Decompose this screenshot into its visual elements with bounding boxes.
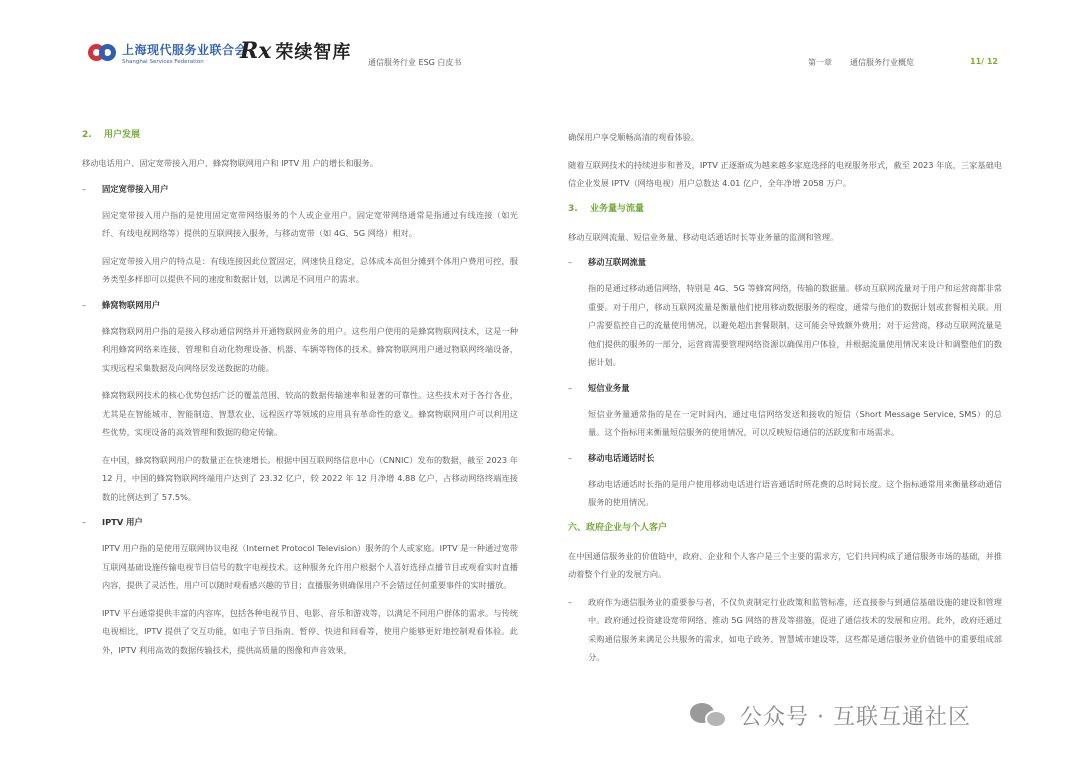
subsection-heading	[82, 182, 518, 196]
document-title: 通信服务行业 ESG 白皮书	[368, 58, 462, 67]
dash-bullet: –	[82, 517, 87, 527]
federation-logo-icon	[88, 40, 118, 66]
subsection-heading	[568, 255, 1002, 269]
rongxu-logo-icon: Rx	[240, 38, 272, 64]
chapter-title: 通信服务行业概览	[850, 58, 914, 67]
rongxu-logo-text: 荣续智库	[275, 42, 352, 63]
section-heading-customers: 六、政府企业与个人客户	[568, 522, 668, 533]
paragraph: 固定宽带接入用户的特点是：有线连接因此位置固定，网速快且稳定，总体成本高但分摊到个体用户费用可控，服务类型多样即可以提供不同的速度和数据计划，以满足不同用户的需求。	[102, 255, 518, 284]
paragraph: 固定宽带接入用户指的是使用固定宽带网络服务的个人或企业用户。固定宽带网络通常是指通过有线连接（如光纤、有线电视网络等）提供的互联网接入服务，与移动宽带（如 4G、5G 网络）相对。	[102, 209, 518, 238]
paragraph: 在中国通信服务业的价值链中，政府、企业和个人客户是三个主要的需求方，它们共同构成了通信服务市场的基础，并推动着整个行业的发展方向。	[568, 550, 1002, 579]
section-number: 3.	[568, 203, 578, 214]
dash-bullet: –	[568, 452, 573, 463]
paragraph: 移动电话通话时长指的是用户使用移动电话进行语音通话时所花费的总时间长度。这个指标通常用来衡量移动通信服务的使用情况。	[588, 478, 1002, 507]
paragraph: 确保用户享受顺畅高清的观看体验。	[568, 132, 700, 142]
dash-bullet: –	[568, 596, 573, 607]
paragraph: IPTV 用户指的是使用互联网协议电视（Internet Protocol Television）服务的个人或家庭。IPTV 是一种通过宽带互联网基础设施传输电视节目信号的数字电视技术。这种服务允许用户根据个人喜好选择点播节目或观看实时直播内容，提供了灵活性，用户可以随时观看感兴趣的节目；直播服务则确保用户不会错过任何重要事件的实时播放。	[102, 543, 518, 590]
section-heading-traffic	[568, 202, 1002, 216]
paragraph: 指的是通过移动通信网络，特别是 4G、5G 等蜂窝网络，传输的数据量。移动互联网流量对于用户和运营商都非常重要。对于用户，移动互联网流量是衡量他们使用移动数据服务的程度，通常与他们的数据计划或套餐相关联。用户需要监控自己的流量使用情况，以避免超出套餐限制，这可能会导致额外费用；对于运营商，移动互联网流量是他们提供的服务的一部分，运营商需要管理网络资源以确保用户体验，并根据流量使用情况来设计和调整他们的数据计划。	[588, 283, 1002, 367]
watermark-text: 公众号 · 互联互通社区	[740, 705, 971, 730]
dash-bullet: –	[82, 183, 87, 194]
page-header	[0, 0, 1080, 80]
left-column	[82, 126, 518, 668]
dash-bullet: –	[568, 257, 573, 267]
subsection-heading	[568, 451, 1002, 465]
subsection-title: 移动电话通话时长	[588, 452, 655, 463]
section-heading-user-development	[82, 128, 518, 142]
subsection-title: IPTV 用户	[102, 517, 143, 527]
paragraph: 短信业务量通常指的是在一定时间内，通过电信网络发送和接收的短信（Short Message Service, SMS）的总量。这个指标用来衡量短信服务的使用情况，可以反映短信通信的活跃度和市场需求。	[588, 408, 1002, 437]
section-intro: 移动互联网流量、短信业务量、移动电话通话时长等业务量的监测和管理。	[568, 231, 839, 242]
wechat-watermark	[690, 700, 971, 731]
federation-name-cn: 上海现代服务业联合会	[122, 43, 248, 57]
subsection-title: 固定宽带接入用户	[102, 183, 169, 194]
subsection-heading	[568, 381, 1002, 395]
wechat-icon	[690, 703, 730, 729]
paragraph: 在中国，蜂窝物联网用户的数量正在快速增长。根据中国互联网络信息中心（CNNIC）发布的数据，截至 2023 年 12 月，中国的蜂窝物联网终端用户达到了 23.32 亿户，较 2022 年 12 月净增 4.88 亿户，占移动网络终端连接数的比例达到了 57.5%。	[102, 454, 518, 502]
paragraph: IPTV 平台通常提供丰富的内容库，包括各种电视节目、电影、音乐和游戏等，以满足不同用户群体的需求。与传统电视相比，IPTV 提供了交互功能，如电子节目指南、暂停、快进和回看等，使用户能够更好地控制观看体验。此外，IPTV 利用高效的数据传输技术，提供高质量的图像和声音效果，	[102, 607, 518, 655]
federation-logo	[88, 40, 247, 66]
section-intro: 移动电话用户、固定宽带接入用户、蜂窝物联网用户和 IPTV 用 户的增长和服务。	[82, 158, 378, 168]
page-number: 11/ 12	[970, 57, 998, 66]
bullet-text: 政府作为通信服务业的重要参与者，不仅负责制定行业政策和监管标准，还直接参与到通信基础设施的建设和管理中。政府通过投资建设宽带网络、推动 5G 网络的普及等措施，促进了通信技术的发展和应用。此外，政府还通过采购通信服务来满足公共服务的需求，如电子政务、智慧城市建设等，这些都是通信服务业价值链中的重要组成部分。	[588, 596, 1002, 662]
subsection-title: 移动互联网流量	[588, 257, 647, 267]
section-title: 用户发展	[104, 130, 141, 140]
subsection-heading	[82, 515, 518, 529]
dash-bullet: –	[568, 382, 573, 393]
rongxu-logo	[240, 38, 351, 64]
paragraph: 蜂窝物联网技术的核心优势包括广泛的覆盖范围、较高的数据传输速率和显著的可靠性。这些技术对于各行各业，尤其是在智能城市、智能制造、智慧农业、远程医疗等领域的应用具有革命性的意义。蜂窝物联网用户可以利用这些优势，实现设备的高效管理和数据的稳定传输。	[102, 390, 518, 437]
dash-bullet: –	[82, 299, 87, 310]
subsection-heading	[82, 298, 518, 312]
section-number: 2.	[82, 130, 92, 140]
chapter-label: 第一章	[808, 58, 832, 67]
federation-name-en: Shanghai Services Federation	[122, 59, 204, 65]
subsection-title: 短信业务量	[588, 382, 630, 393]
paragraph: 随着互联网技术的持续进步和普及，IPTV 正逐渐成为越来越多家庭选择的电视服务形式，截至 2023 年底，三家基础电信企业发展 IPTV（网络电视）用户总数达 4.01 亿户，全年净增 2058 万户。	[568, 159, 1002, 188]
subsection-title: 蜂窝物联网用户	[102, 299, 161, 310]
right-column	[568, 128, 1002, 676]
paragraph: 蜂窝物联网用户指的是接入移动通信网络并开通物联网业务的用户。这些用户使用的是蜂窝物联网技术，这是一种利用蜂窝网络来连接、管理和自动化物理设备、机器、车辆等物体的技术。蜂窝物联网用户通过物联网终端设备，实现远程采集数据及向网络层发送数据的功能。	[102, 325, 518, 373]
section-title: 业务量与流量	[590, 203, 645, 214]
bullet-paragraph	[568, 593, 1002, 667]
